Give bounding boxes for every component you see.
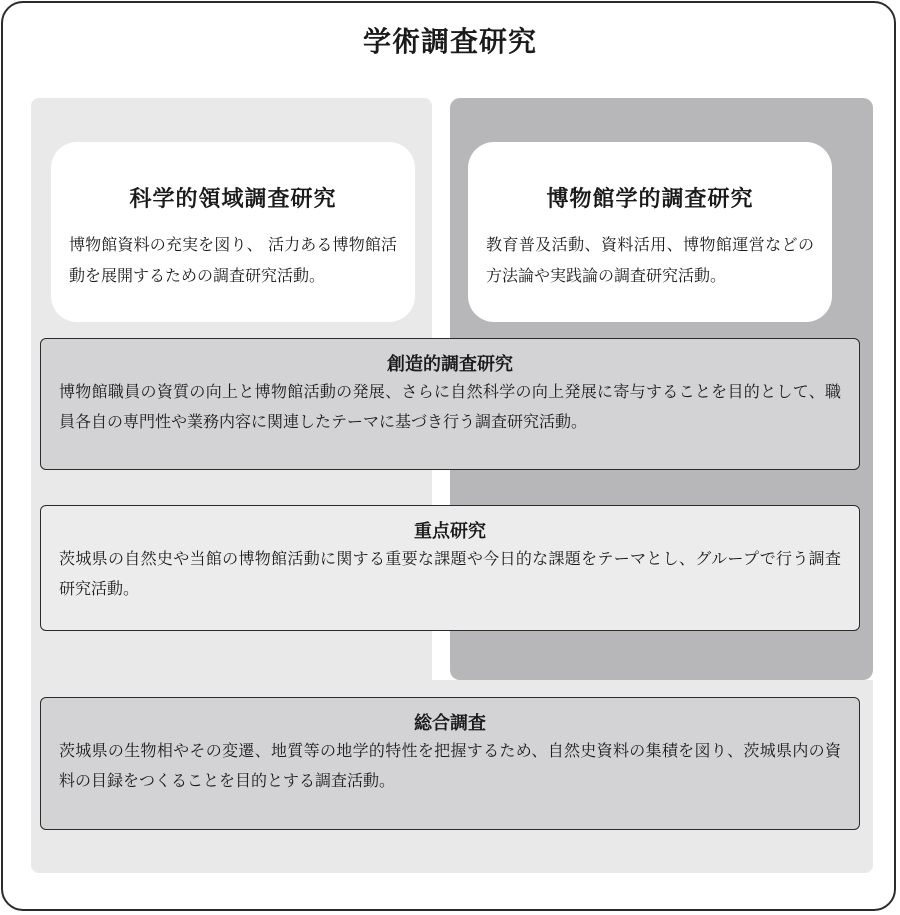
general-survey-title: 総合調査 <box>414 713 486 734</box>
museological-research-title: 博物館学的調査研究 <box>546 187 754 212</box>
creative-research-description: 博物館職員の資質の向上と博物館活動の発展、さらに自然科学の向上発展に寄与することを目的として、職員各自の専門性や業務内容に関連したテーマに基づき行う調査研究活動。 <box>59 382 841 431</box>
focus-research-title: 重点研究 <box>414 521 486 542</box>
general-survey-box <box>40 697 860 830</box>
scientific-research-card <box>51 142 415 322</box>
museological-research-card <box>468 142 832 322</box>
focus-research-description: 茨城県の自然史や当館の博物館活動に関する重要な課題や今日的な課題をテーマとし、グループで行う調査研究活動。 <box>59 549 841 598</box>
museological-research-description: 教育普及活動、資料活用、博物館運営などの方法論や実践論の調査研究活動。 <box>486 235 814 285</box>
general-survey-description: 茨城県の生物相やその変遷、地質等の地学的特性を把握するため、自然史資料の集積を図り、茨城県内の資料の目録をつくることを目的とする調査活動。 <box>59 741 841 790</box>
scientific-research-description: 博物館資料の充実を図り、 活力ある博物館活動を展開するための調査研究活動。 <box>69 235 397 285</box>
creative-research-title: 創造的調査研究 <box>387 354 513 375</box>
creative-research-box <box>40 338 860 470</box>
focus-research-box <box>40 505 860 631</box>
scientific-research-title: 科学的領域調査研究 <box>129 187 337 212</box>
diagram-title: 学術調査研究 <box>362 25 537 58</box>
